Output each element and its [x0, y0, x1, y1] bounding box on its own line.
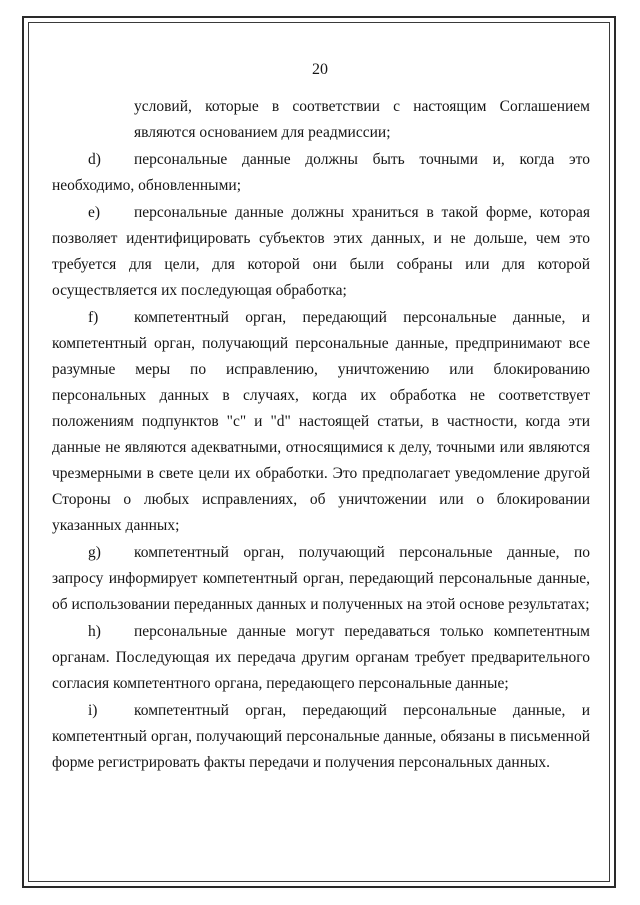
list-item-h: [52, 619, 590, 697]
page-number: 20: [312, 61, 328, 78]
list-item-g: [52, 540, 590, 618]
item-label: i): [88, 702, 98, 719]
paragraph-text: условий, которые в соответствии с настоящим Соглашением являются основанием для реадмиссии;: [134, 98, 590, 141]
item-label: h): [88, 623, 101, 640]
item-label: e): [88, 204, 101, 221]
item-text: компетентный орган, передающий персональные данные, и компетентный орган, получающий персональные данные, предпринимают все разумные меры по исправлению, уничтожению или блокированию персональных данных в случаях, когда их обработка не соответствует положениям подпунктов "с" и "d" настоящей статьи, в частности, когда эти данные не являются адекватными, относящимися к делу, точными или являются чрезмерными в свете цели их обработки. Это предполагает уведомление другой Стороны о любых исправлениях, об уничтожении или о блокировании указанных данных;: [52, 309, 590, 534]
item-label: d): [88, 151, 101, 168]
list-item-f: [52, 305, 590, 539]
item-label: f): [88, 309, 99, 326]
item-text: компетентный орган, получающий персональные данные, по запросу информирует компетентный орган, передающий персональные данные, об использовании переданных данных и полученных на этой основе результатах;: [52, 544, 590, 613]
list-item-d: [52, 147, 590, 199]
list-item-i: [52, 698, 590, 776]
item-text: компетентный орган, передающий персональные данные, и компетентный орган, получающий персональные данные, обязаны в письменной форме регистрировать факты передачи и получения персональных данных.: [52, 702, 590, 771]
list-item-e: [52, 200, 590, 304]
item-text: персональные данные должны храниться в такой форме, которая позволяет идентифицировать субъектов этих данных, и не дольше, чем это требуется для цели, для которой они были собраны или для которой осуществляется их последующая обработка;: [52, 204, 590, 299]
item-text: персональные данные могут передаваться только компетентным органам. Последующая их передача другим органам требует предварительного согласия компетентного органа, передающего персональные данные;: [52, 623, 590, 692]
paragraph-continuation: [52, 94, 590, 146]
document-body: [52, 94, 590, 777]
item-text: персональные данные должны быть точными и, когда это необходимо, обновленными;: [52, 151, 590, 194]
item-label: g): [88, 544, 101, 561]
